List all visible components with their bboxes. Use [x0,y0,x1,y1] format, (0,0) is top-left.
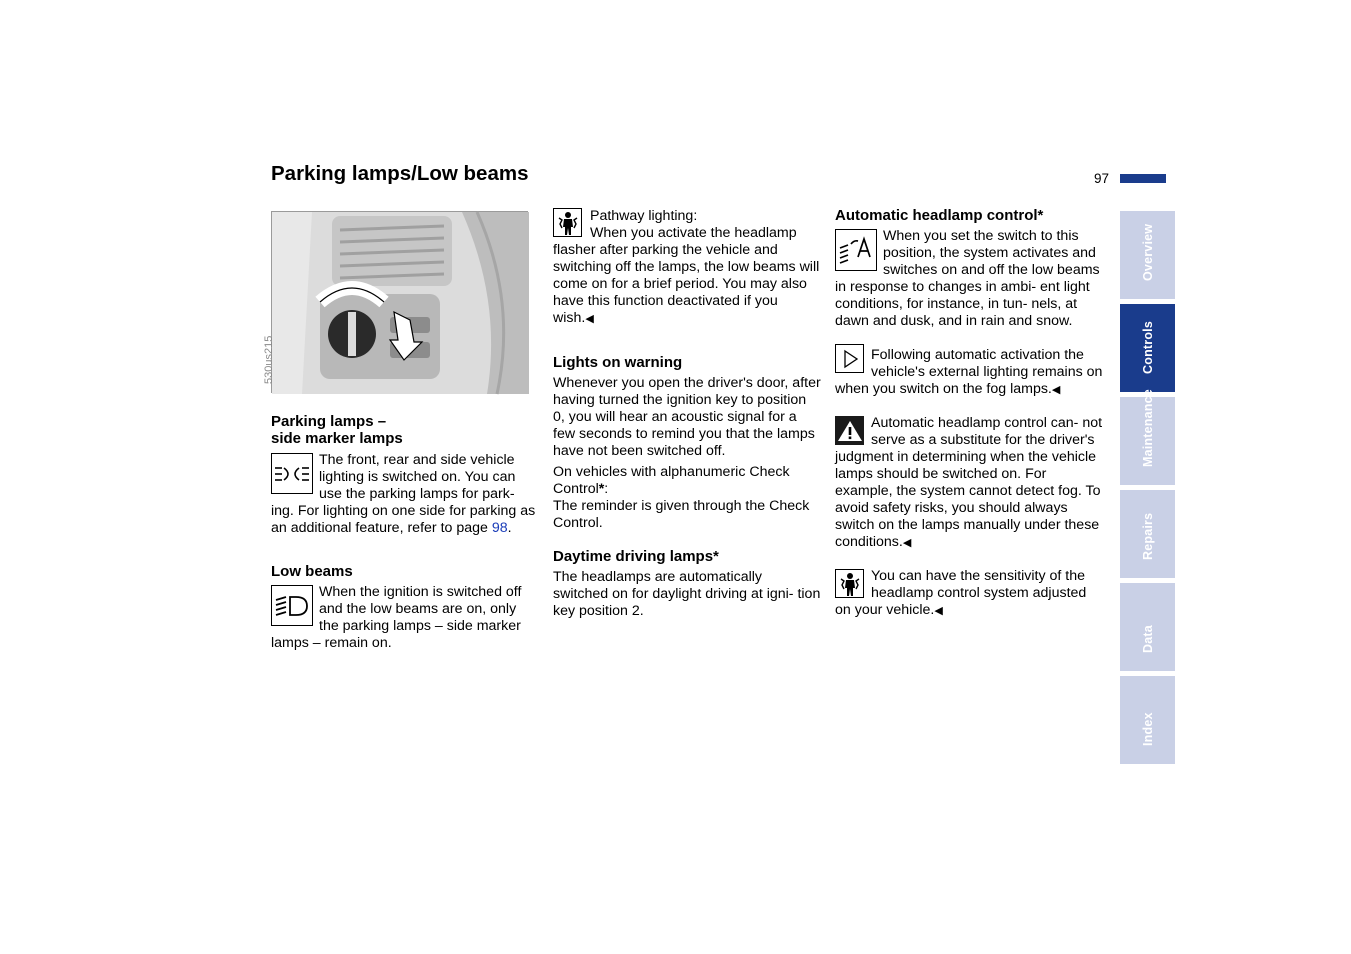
parking-text-end: . [507,520,512,536]
note-triangle-icon [835,344,864,373]
tab-data[interactable] [1120,583,1175,671]
pathway-lighting-text [553,225,821,328]
parking-heading-line1: Parking lamps – [271,413,387,430]
service-person-icon [553,208,582,237]
page-98-link[interactable]: 98 [491,520,508,536]
auto-headlamp-icon [835,229,877,271]
check-text-2: The reminder is given through the Check Control. [553,498,810,531]
auto-headlamp-text: When you set the switch to this position, the system activates and switches on and off the low beams in response to changes in ambi- ent light conditions, for instance, in tun- nels, at dawn and dusk, and in rain and snow. [835,228,1100,329]
warning-triangle-icon [835,416,864,445]
daytime-driving-text: The headlamps are automatically switched on for daylight driving at igni- tion key position 2. [553,569,821,619]
light-switch-illustration [272,212,529,394]
low-beams-heading: Low beams [271,563,353,580]
tab-maintenance-label: Maintenance [1140,389,1155,467]
fog-text: Following automatic activation the vehicle's external lighting remains on when you switch on the fog lamps. [835,347,1103,397]
tab-overview-label: Overview [1140,223,1155,281]
lights-on-warning-heading: Lights on warning [553,354,683,371]
caution-text [835,415,1105,552]
end-marker: ◀ [1051,384,1061,396]
column-3 [835,207,1105,620]
pathway-text: When you activate the headlamp flasher after parking the vehicle and switching off the lamps, the low beams will come on for a brief period. You may also have this function deactivated if you wish. [553,225,820,326]
page-number-bar [1120,174,1166,183]
end-marker: ◀ [902,537,912,549]
colon: : [604,481,609,497]
parking-heading-line2: side marker lamps [271,430,403,447]
tab-repairs[interactable] [1120,490,1175,578]
daytime-driving-heading: Daytime driving lamps* [553,548,719,565]
check-text-1: On vehicles with alphanumeric Check Control [553,464,790,497]
fog-lamps-note [835,347,1105,399]
column-2 [553,207,821,620]
tab-repairs-label: Repairs [1140,512,1155,560]
caution-body: Automatic headlamp control can- not serve as a substitute for the driver's judgment in determining when the vehicle lamps should be switched on. For example, the system cannot detect fog. To avoid safety risks, you should always switch on the lamps manually under these conditions. [835,415,1103,550]
chapter-tabs [1120,211,1175,769]
sensitivity-text [835,568,1105,620]
tab-index-label: Index [1140,712,1155,746]
parking-lamps-heading [271,413,539,447]
tab-data-label: Data [1140,625,1155,653]
end-marker: ◀ [585,313,594,325]
page-number: 97 [1094,171,1110,186]
tab-overview[interactable] [1120,211,1175,299]
pathway-lighting-title: Pathway lighting: [590,208,698,224]
low-beams-text: When the ignition is switched off and the low beams are on, only the parking lamps – side marker lamps – remain on. [271,584,522,651]
column-1 [271,413,539,652]
tab-controls-label: Controls [1140,321,1155,374]
end-marker: ◀ [934,605,943,617]
service-person-icon [835,569,864,598]
check-control-text [553,464,821,532]
parking-text: The front, rear and side vehicle lighting is switched on. You can use the parking lamps for park- ing. For lighting on one side for parking as an additional feature, refer to page [271,452,536,536]
parking-lamps-icon [271,453,313,494]
asterisk: * [598,481,605,497]
tab-maintenance[interactable] [1120,389,1175,485]
lights-on-warning-text: Whenever you open the driver's door, after having turned the ignition key to position 0, you will hear an acoustic signal for a few seconds to remind you that the lamps have not been switched off. [553,375,821,459]
tab-index[interactable] [1120,676,1175,764]
page-title: Parking lamps/Low beams [271,162,529,185]
auto-headlamp-heading: Automatic headlamp control* [835,207,1044,224]
low-beam-icon [271,585,313,626]
sensitivity-body: You can have the sensitivity of the headlamp control system adjusted on your vehicle. [835,568,1087,618]
light-switch-photo [263,211,528,393]
figure-code: 530us215 [263,335,275,384]
tab-controls[interactable] [1120,304,1175,392]
